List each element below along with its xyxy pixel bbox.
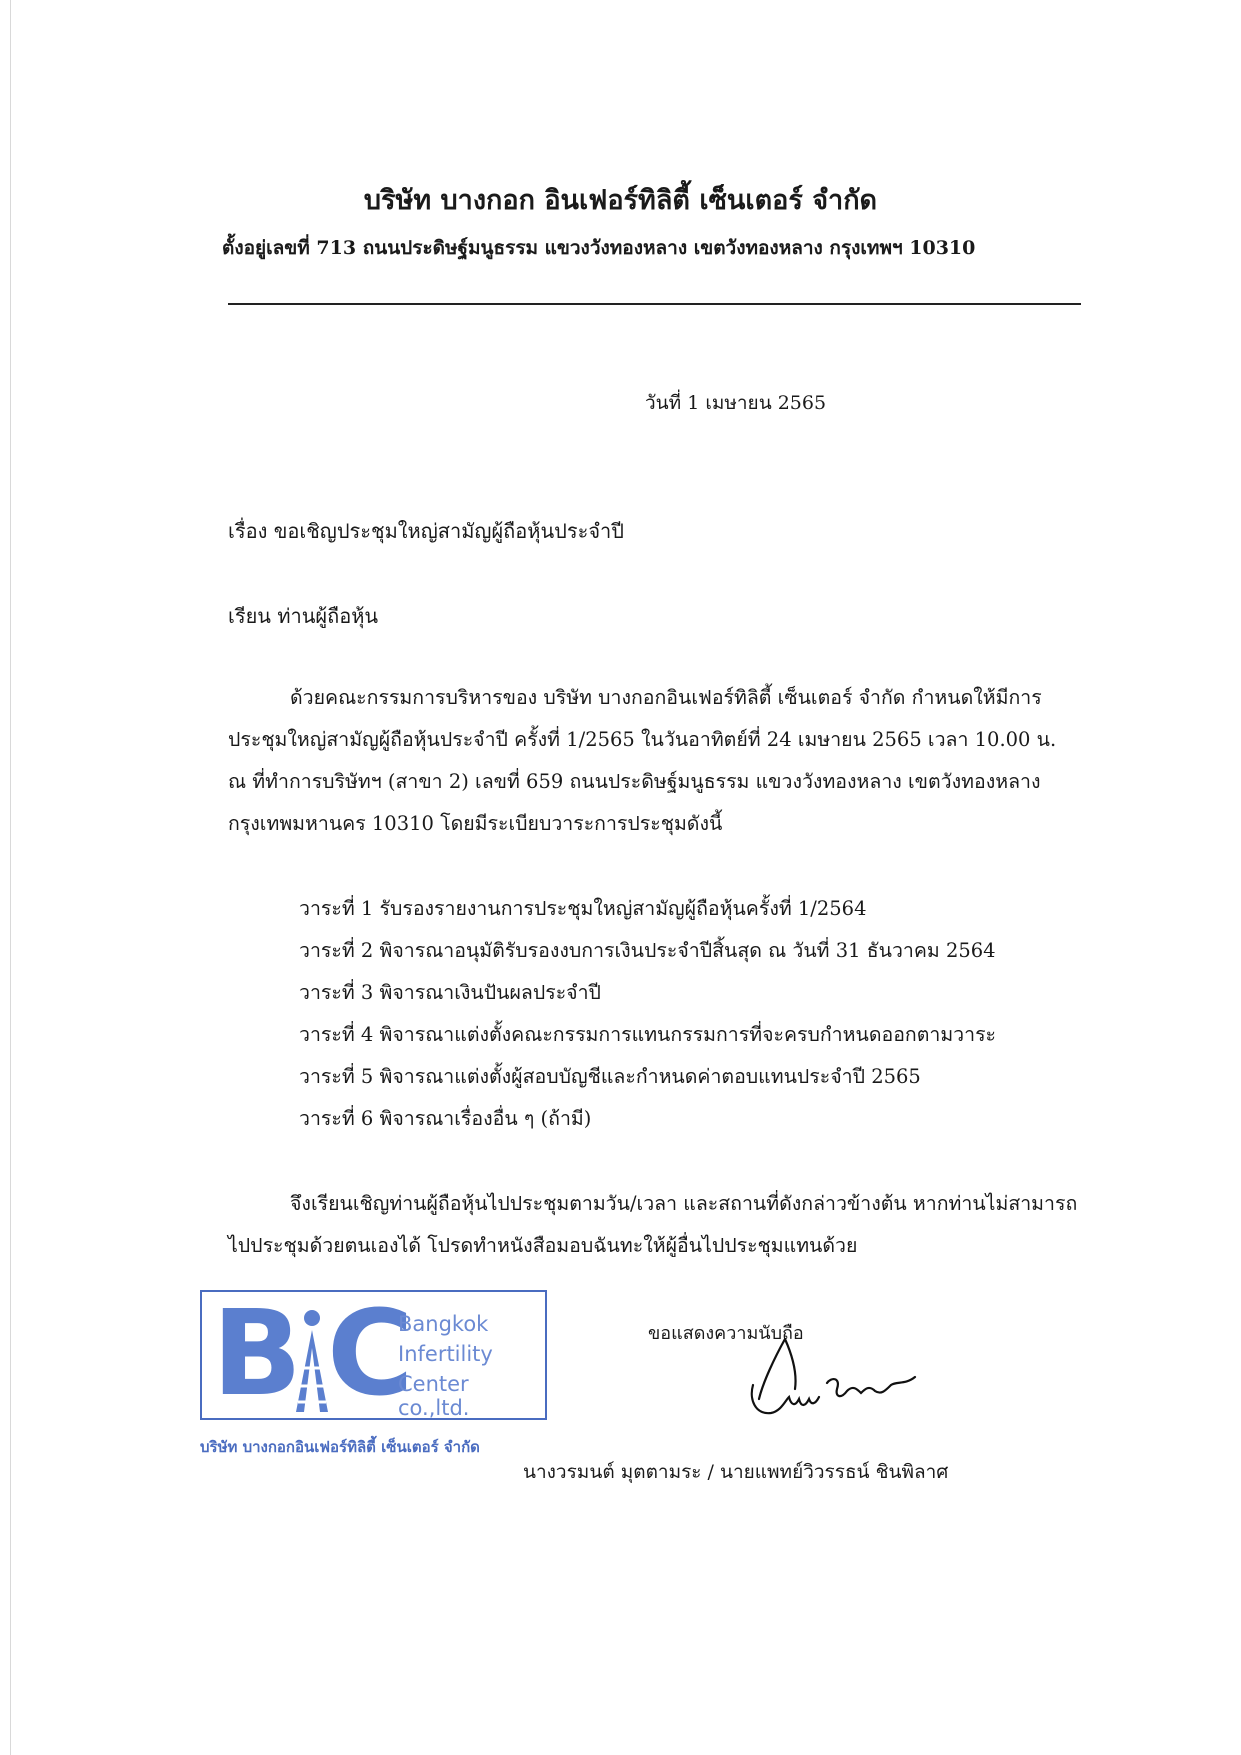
company-name: บริษัท บางกอก อินเฟอร์ทิลิตี้ เซ็นเตอร์ จำกัด	[363, 185, 878, 216]
company-stamp	[200, 1284, 547, 1422]
header-divider	[228, 303, 1081, 305]
stamp-company-name: บริษัท บางกอกอินเฟอร์ทิลิตี้ เซ็นเตอร์ จำกัด	[200, 1438, 480, 1456]
letter-subject: เรื่อง ขอเชิญประชุมใหญ่สามัญผู้ถือหุ้นประจำปี	[228, 519, 624, 543]
stamp-logo-c: C	[327, 1284, 414, 1422]
stamp-text-line: Center co.,ltd.	[398, 1372, 470, 1420]
stamp-logo-b: B	[212, 1284, 302, 1422]
invitation-line: จึงเรียนเชิญท่านผู้ถือหุ้นไปประชุมตามวัน/เวลา และสถานที่ดังกล่าวข้างต้น หากท่านไม่สามารถ	[290, 1192, 1078, 1215]
signature	[745, 1327, 955, 1427]
stamp-text-line: Infertility	[398, 1342, 493, 1366]
body-line: กรุงเทพมหานคร 10310 โดยมีระเบียบวาระการประชุมดังนี้	[228, 812, 723, 835]
company-address: ตั้งอยู่เลขที่ 713 ถนนประดิษฐ์มนูธรรม แขวงวังทองหลาง เขตวังทองหลาง กรุงเทพฯ 10310	[222, 237, 976, 259]
agenda-item: วาระที่ 3 พิจารณาเงินปันผลประจำปี	[299, 981, 601, 1004]
scan-edge	[10, 0, 11, 1755]
agenda-item: วาระที่ 4 พิจารณาแต่งตั้งคณะกรรมการแทนกรรมการที่จะครบกำหนดออกตามวาระ	[299, 1023, 997, 1046]
stamp-text-line: Bangkok	[398, 1312, 489, 1336]
agenda-item: วาระที่ 1 รับรองรายงานการประชุมใหญ่สามัญผู้ถือหุ้นครั้งที่ 1/2564	[299, 897, 867, 920]
agenda-item: วาระที่ 6 พิจารณาเรื่องอื่น ๆ (ถ้ามี)	[299, 1107, 592, 1130]
body-line: ประชุมใหญ่สามัญผู้ถือหุ้นประจำปี ครั้งที่ 1/2565 ในวันอาทิตย์ที่ 24 เมษายน 2565 เวลา 10.00 น.	[228, 728, 1057, 751]
agenda-item: วาระที่ 5 พิจารณาแต่งตั้งผู้สอบบัญชีและกำหนดค่าตอบแทนประจำปี 2565	[299, 1065, 921, 1088]
invitation-line: ไปประชุมด้วยตนเองได้ โปรดทำหนังสือมอบฉันทะให้ผู้อื่นไปประชุมแทนด้วย	[228, 1234, 858, 1257]
signatory-names: นางวรมนต์ มุตตามระ / นายแพทย์วิวรรธน์ ชินพิลาศ	[523, 1461, 949, 1483]
body-line: ณ ที่ทำการบริษัทฯ (สาขา 2) เลขที่ 659 ถนนประดิษฐ์มนูธรรม แขวงวังทองหลาง เขตวังทองหลาง	[228, 770, 1041, 793]
closing-phrase: ขอแสดงความนับถือ	[648, 1323, 804, 1344]
agenda-item: วาระที่ 2 พิจารณาอนุมัติรับรองงบการเงินประจำปีสิ้นสุด ณ วันที่ 31 ธันวาคม 2564	[299, 939, 996, 962]
letter-date: วันที่ 1 เมษายน 2565	[645, 392, 827, 414]
body-line: ด้วยคณะกรรมการบริหารของ บริษัท บางกอกอินเฟอร์ทิลิตี้ เซ็นเตอร์ จำกัด กำหนดให้มีการ	[290, 686, 1042, 709]
letter-salutation: เรียน ท่านผู้ถือหุ้น	[228, 604, 379, 628]
